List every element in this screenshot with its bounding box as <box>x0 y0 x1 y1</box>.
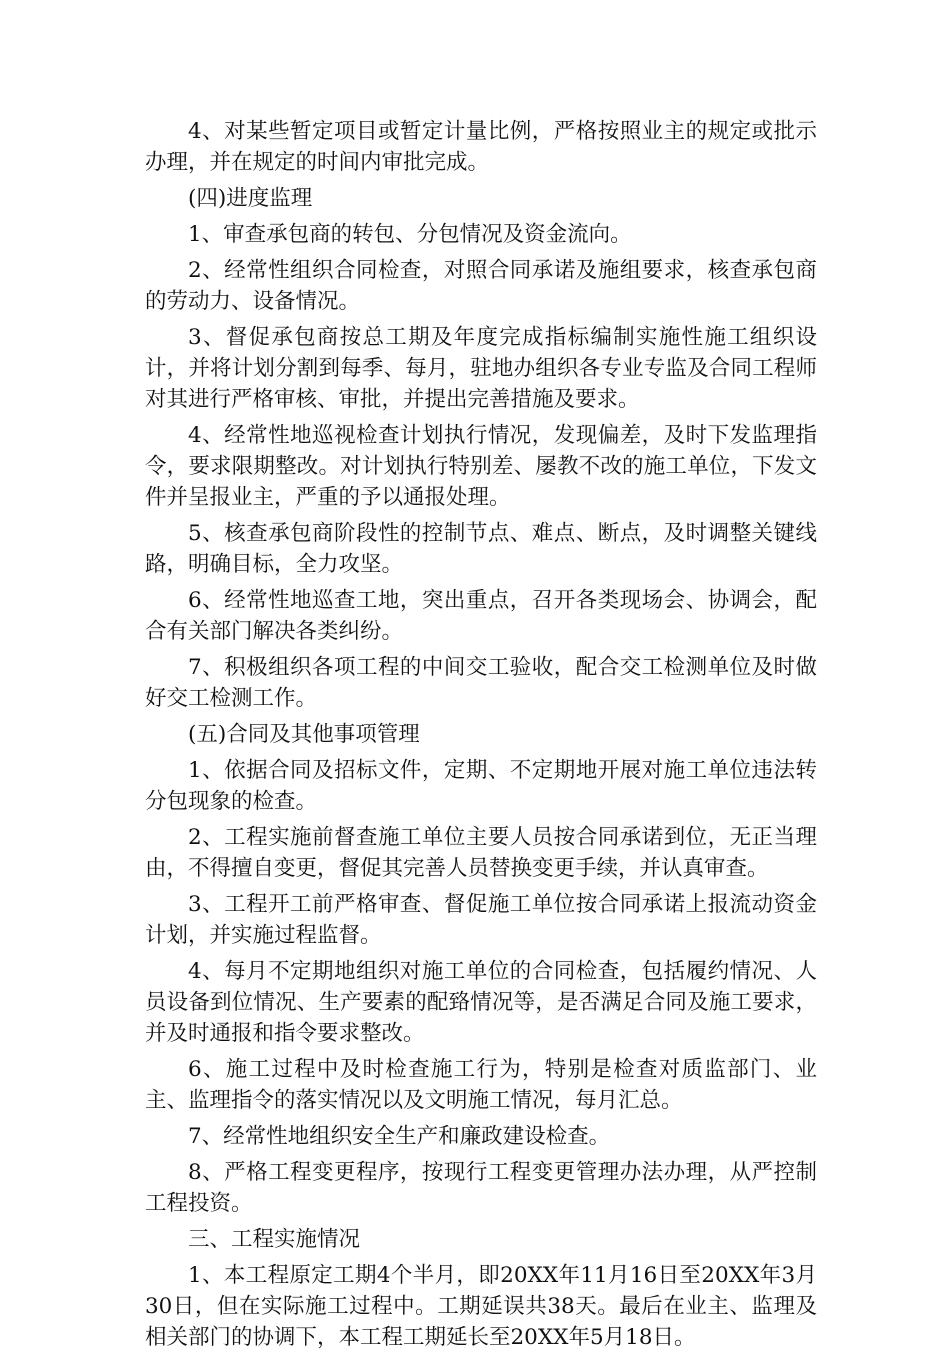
paragraph: 1、本工程原定工期4个半月，即20XX年11月16日至20XX年3月30日，但在实际施工过程中。工期延误共38天。最后在业主、监理及相关部门的协调下，本工程工期延长至20XX年5月18日。 <box>145 1263 817 1350</box>
section-heading: 三、工程实施情况 <box>188 1227 361 1252</box>
paragraph: 7、积极组织各项工程的中间交工验收，配合交工检测单位及时做好交工检测工作。 <box>145 655 817 711</box>
paragraph: 6、经常性地巡查工地，突出重点，召开各类现场会、协调会，配合有关部门解决各类纠纷。 <box>145 588 817 644</box>
section-heading: (四)进度监理 <box>188 186 313 211</box>
paragraph: 4、对某些暂定项目或暂定计量比例，严格按照业主的规定或批示办理，并在规定的时间内审批完成。 <box>145 119 817 175</box>
paragraph: 7、经常性地组织安全生产和廉政建设检查。 <box>188 1124 611 1149</box>
document-page <box>145 116 817 1358</box>
paragraph: 5、核查承包商阶段性的控制节点、难点、断点，及时调整关键线路，明确目标，全力攻坚。 <box>145 521 817 577</box>
paragraph: 2、工程实施前督查施工单位主要人员按合同承诺到位，无正当理由，不得擅自变更，督促其完善人员替换变更手续，并认真审查。 <box>145 825 817 881</box>
paragraph: 3、工程开工前严格审查、督促施工单位按合同承诺上报流动资金计划，并实施过程监督。 <box>145 892 817 948</box>
section-heading: (五)合同及其他事项管理 <box>188 722 420 747</box>
paragraph: 4、经常性地巡视检查计划执行情况，发现偏差，及时下发监理指令，要求限期整改。对计划执行特别差、屡教不改的施工单位，下发文件并呈报业主，严重的予以通报处理。 <box>145 423 817 510</box>
paragraph: 3、督促承包商按总工期及年度完成指标编制实施性施工组织设计，并将计划分割到每季、每月，驻地办组织各专业专监及合同工程师对其进行严格审核、审批，并提出完善措施及要求。 <box>145 325 817 412</box>
paragraph: 8、严格工程变更程序，按现行工程变更管理办法办理，从严控制工程投资。 <box>145 1160 817 1216</box>
paragraph: 4、每月不定期地组织对施工单位的合同检查，包括履约情况、人员设备到位情况、生产要素的配臵情况等，是否满足合同及施工要求，并及时通报和指令要求整改。 <box>145 959 817 1046</box>
paragraph: 1、依据合同及招标文件，定期、不定期地开展对施工单位违法转分包现象的检查。 <box>145 758 817 814</box>
paragraph: 2、经常性组织合同检查，对照合同承诺及施组要求，核查承包商的劳动力、设备情况。 <box>145 258 817 314</box>
paragraph: 1、审查承包商的转包、分包情况及资金流向。 <box>188 222 632 247</box>
paragraph: 6、施工过程中及时检查施工行为，特别是检查对质监部门、业主、监理指令的落实情况以及文明施工情况，每月汇总。 <box>145 1057 817 1113</box>
